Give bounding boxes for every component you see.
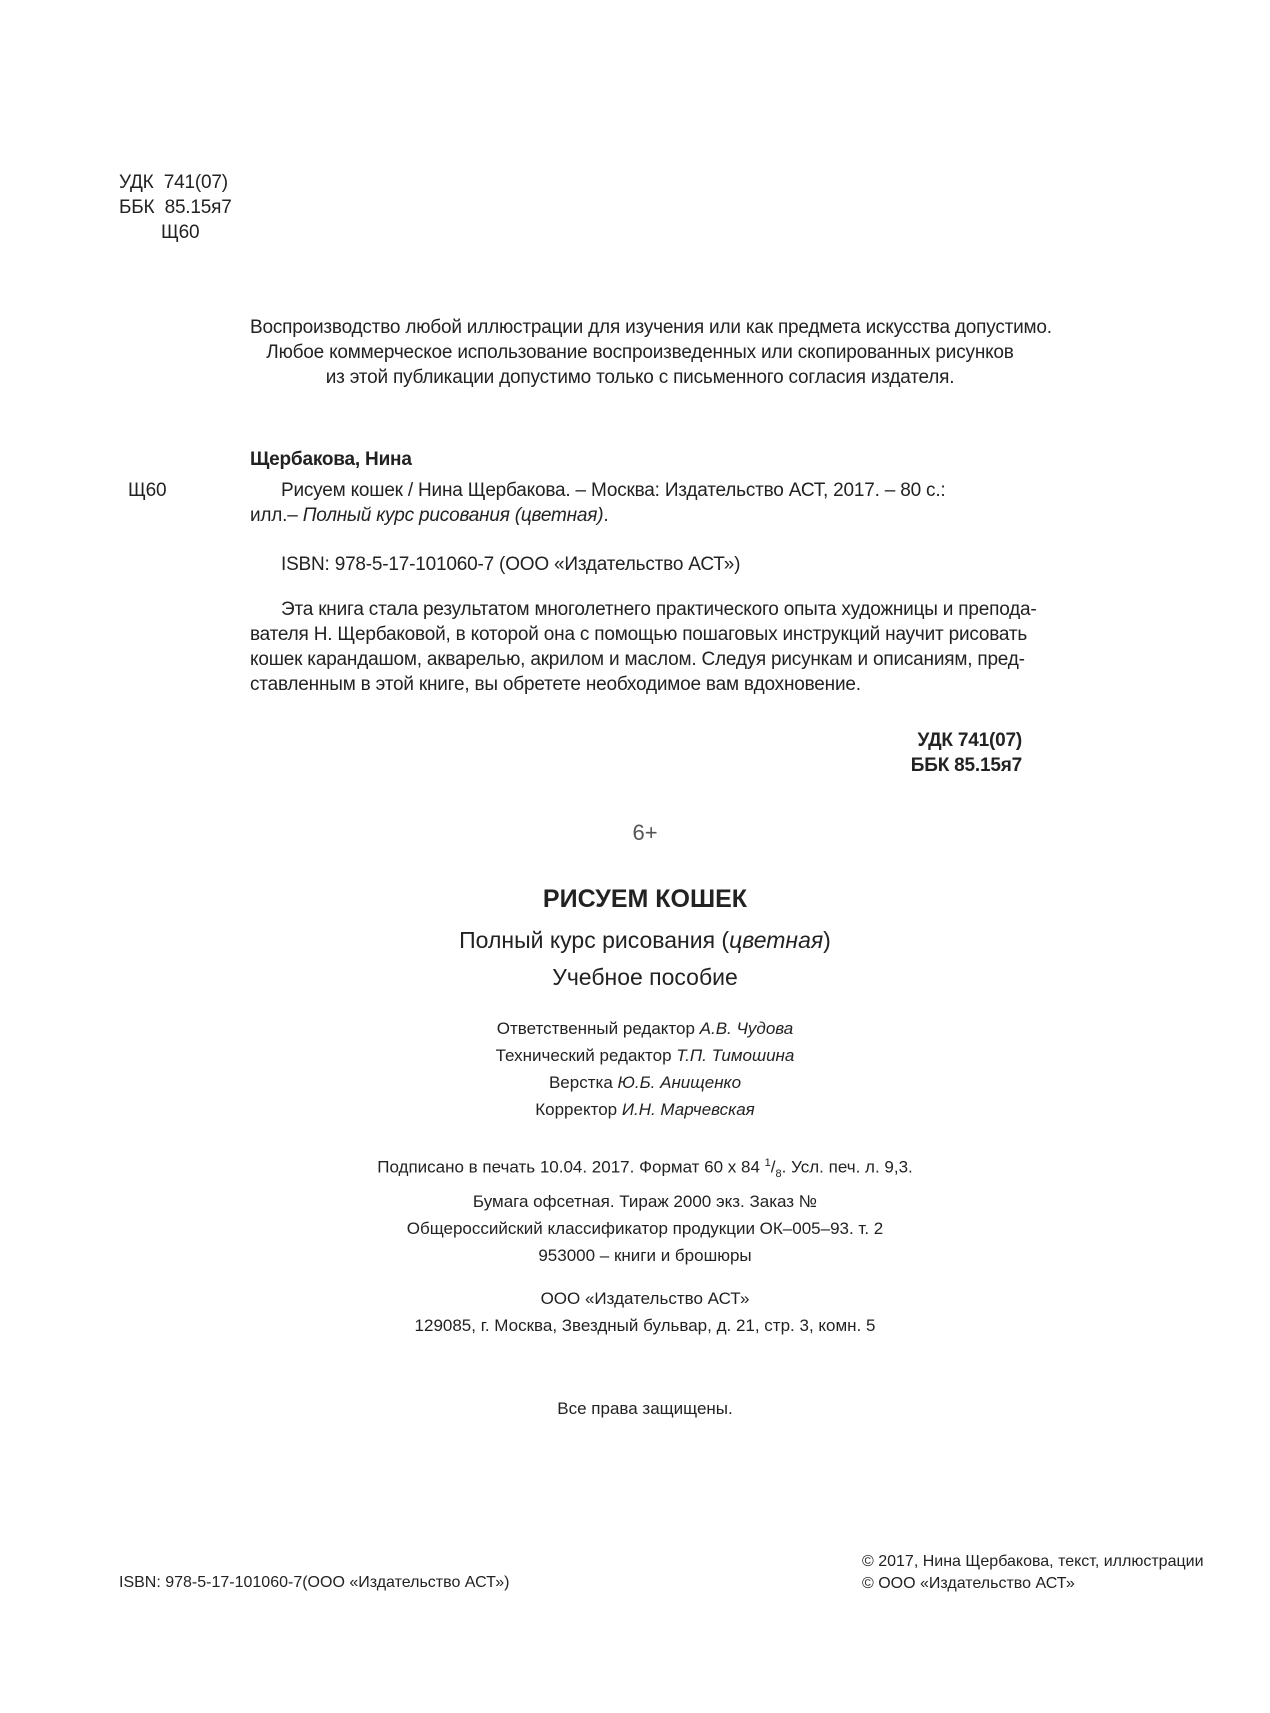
publisher-info [300,1285,990,1339]
bibliography-description [250,478,1022,528]
print-info-line-2: Бумага офсетная. Тираж 2000 экз. Заказ № [472,1192,818,1212]
credits [300,1015,990,1123]
footer-isbn: ISBN: 978-5-17-101060-7(ООО «Издательство АСТ») [119,1574,510,1591]
annotation [250,597,1037,697]
bbk-bold: ББК 85.15я7 [910,755,1022,776]
notice-line-3: из этой публикации допустимо только с письменного согласия издателя. [325,367,955,388]
description-line-1: Рисуем кошек / Нина Щербакова. – Москва: Издательство АСТ, 2017. – 80 с.: [281,480,946,501]
copyright-line-2: © ООО «Издательство АСТ» [862,1575,1075,1592]
bibliography-code: Щ60 [128,480,167,501]
annotation-line-3: кошек карандашом, акварелью, акрилом и маслом. Следуя рисункам и описаниям, пред- [250,649,1025,670]
publisher-address: 129085, г. Москва, Звездный бульвар, д. 21, стр. 3, комн. 5 [414,1316,876,1335]
reproduction-notice [250,315,1052,390]
book-kind: Учебное пособие [552,964,738,990]
description-line-2: илл.– Полный курс рисования (цветная). [250,505,609,526]
annotation-line-2: вателя Н. Щербаковой, в которой она с помощью пошаговых инструкций научит рисовать [250,624,1028,645]
publisher-name: ООО «Издательство АСТ» [540,1289,750,1308]
annotation-line-4: ставленным в этой книге, вы обретете необходимое вам вдохновение. [250,674,861,695]
credit-line: Корректор И.Н. Марчевская [535,1100,755,1119]
print-info-line-4: 953000 – книги и брошюры [538,1246,752,1266]
classification-block [119,170,232,245]
bibliography-isbn: ISBN: 978-5-17-101060-7 (ООО «Издательство АСТ») [281,554,741,575]
bbk-line: ББК 85.15я7 [119,197,232,218]
udk-bbk-right [760,728,1022,778]
rights-notice: Все права защищены. [557,1399,733,1418]
copyright-line-1: © 2017, Нина Щербакова, текст, иллюстрации [862,1553,1204,1570]
author-heading: Щербакова, Нина [250,449,412,470]
notice-line-2: Любое коммерческое использование воспроизведенных или скопированных рисунков [266,342,1014,363]
udk-bold: УДК 741(07) [917,730,1022,751]
print-info-line-1: Подписано в печать 10.04. 2017. Формат 60 х 84 $^1/_8$. Усл. печ. л. 9,3. [377,1157,913,1181]
credit-line: Верстка Ю.Б. Анищенко [548,1073,742,1092]
book-title: РИСУЕМ КОШЕК [542,885,748,913]
notice-line-1: Воспроизводство любой иллюстрации для изучения или как предмета искусства допустимо. [250,317,1052,338]
book-subtitle: Полный курс рисования (цветная) [459,927,831,953]
footer-copyright [862,1551,1204,1595]
annotation-line-1: Эта книга стала результатом многолетнего практического опыта художницы и препода- [281,599,1037,620]
udk-line: УДК 741(07) [119,172,228,193]
credit-line: Технический редактор Т.П. Тимошина [495,1046,795,1065]
author-code: Щ60 [161,222,200,243]
credit-line: Ответственный редактор А.В. Чудова [496,1019,794,1038]
print-info-line-3: Общероссийский классификатор продукции ОК–005–93. т. 2 [406,1219,884,1239]
print-info [300,1150,990,1269]
age-rating: 6+ [632,820,658,845]
